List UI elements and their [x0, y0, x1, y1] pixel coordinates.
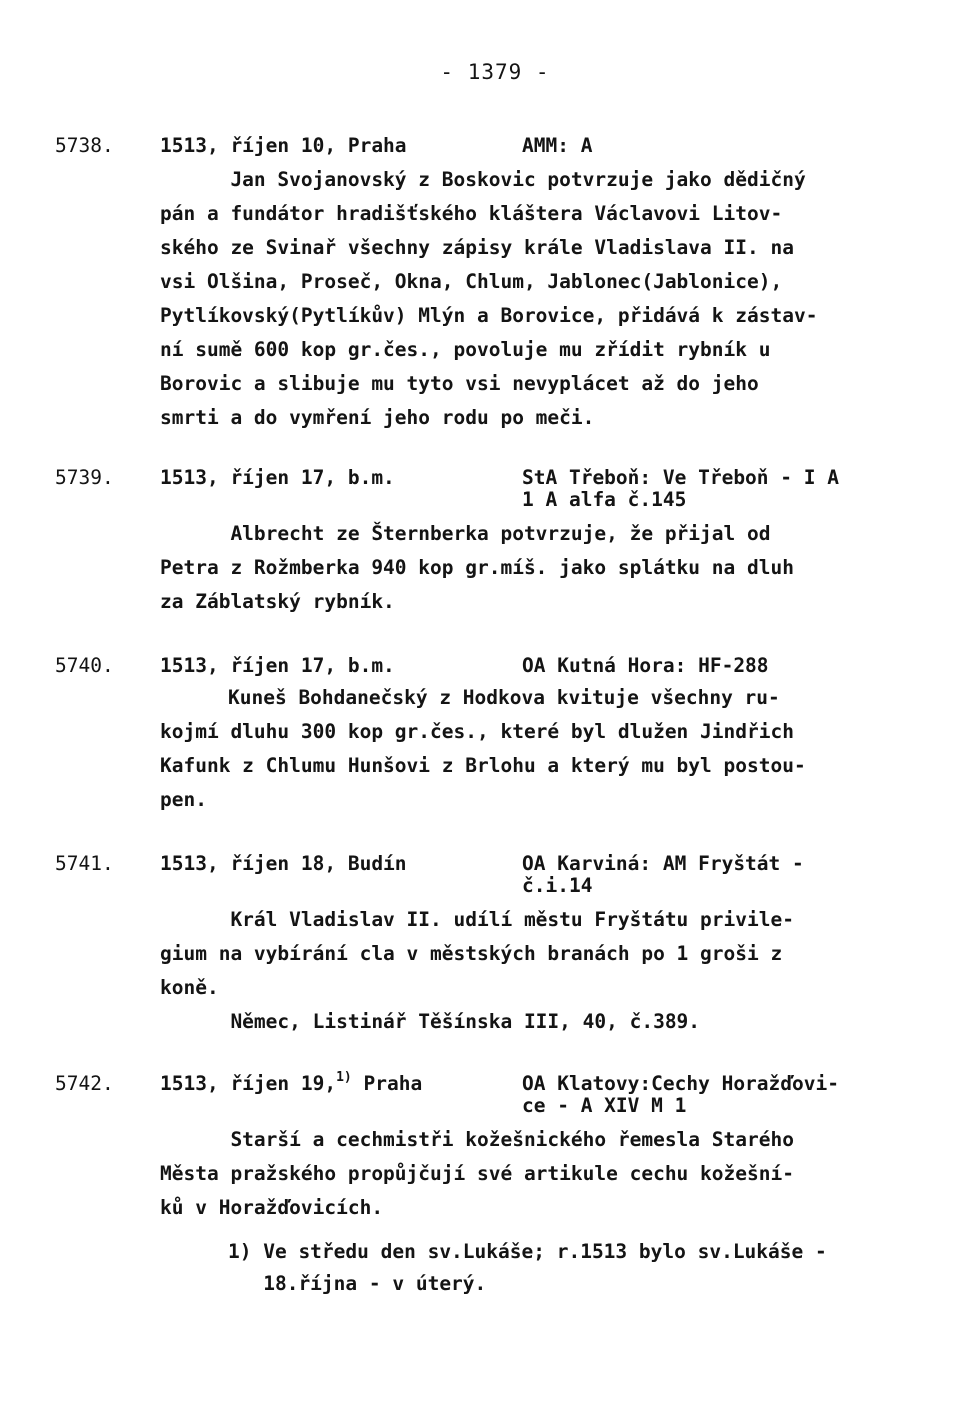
entry-date-place: 1513, říjen 18, Budín	[160, 852, 407, 875]
entry-place: Praha	[351, 1072, 423, 1095]
entry-citation: Němec, Listinář Těšínska III, 40, č.389.	[160, 1010, 701, 1033]
entry-text-line: ků v Horažďovicích.	[160, 1196, 384, 1219]
entry-text-line: Král Vladislav II. udílí městu Fryštátu privile-	[160, 908, 794, 931]
entry-text-line: Kuneš Bohdanečský z Hodkova kvituje všechny ru-	[228, 686, 780, 709]
entry-number: 5742.	[55, 1072, 114, 1095]
entry-archive-source-cont: č.i.14	[522, 874, 593, 897]
entry-archive-source-cont: ce - A XIV M 1	[522, 1094, 687, 1117]
entry-number: 5740.	[55, 654, 114, 677]
entry-text-line: Albrecht ze Šternberka potvrzuje, že přijal od	[160, 522, 771, 545]
entry-text-line: pán a fundátor hradišťského kláštera Václavovi Litov-	[160, 202, 783, 225]
entry-archive-source: OA Klatovy:Cechy Horažďovi-	[522, 1072, 839, 1095]
entry-text-line: Borovic a slibuje mu tyto vsi nevyplácet až do jeho	[160, 372, 759, 395]
entry-text-line: ského ze Svinař všechny zápisy krále Vladislava II. na	[160, 236, 794, 259]
entry-archive-source: OA Kutná Hora: HF-288	[522, 654, 769, 677]
entry-text-line: Jan Svojanovský z Boskovic potvrzuje jako dědičný	[160, 168, 806, 191]
entry-text-line: vsi Olšina, Proseč, Okna, Chlum, Jablonec(Jablonice),	[160, 270, 783, 293]
entry-archive-source: OA Karviná: AM Fryštát -	[522, 852, 804, 875]
entry-text-line: Kafunk z Chlumu Hunšovi z Brlohu a který mu byl postou-	[160, 754, 806, 777]
entry-date-place: 1513, říjen 17, b.m.	[160, 654, 395, 677]
entry-number: 5739.	[55, 466, 114, 489]
entry-archive-source-cont: 1 A alfa č.145	[522, 488, 687, 511]
entry-text-line: Petra z Rožmberka 940 kop gr.míš. jako splátku na dluh	[160, 556, 794, 579]
entry-text-line: Pytlíkovský(Pytlíkův) Mlýn a Borovice, přidává k zástav-	[160, 304, 818, 327]
entry-text-line: smrti a do vymření jeho rodu po meči.	[160, 406, 595, 429]
footnote-line: 1) Ve středu den sv.Lukáše; r.1513 bylo sv.Lukáše -	[228, 1240, 827, 1263]
entry-number: 5741.	[55, 852, 114, 875]
entry-text-line: koně.	[160, 976, 219, 999]
entry-text-line: kojmí dluhu 300 kop gr.čes., které byl dlužen Jindřich	[160, 720, 794, 743]
entry-date-place	[160, 1068, 422, 1100]
page-number: - 1379 -	[440, 60, 550, 84]
entry-date-place: 1513, říjen 10, Praha	[160, 134, 407, 157]
entry-archive-source: AMM: A	[522, 134, 593, 157]
entry-text-line: Města pražského propůjčují své artikule cechu kožešní-	[160, 1162, 794, 1185]
entry-text-line: gium na vybírání cla v městských branách po 1 groši z	[160, 942, 783, 965]
entry-date: 1513, říjen 19,	[160, 1072, 337, 1095]
entry-text-line: za Záblatský rybník.	[160, 590, 395, 613]
entry-text-line: pen.	[160, 788, 207, 811]
footnote-line: 18.října - v úterý.	[228, 1272, 487, 1295]
entry-number: 5738.	[55, 134, 114, 157]
entry-text-line: Starší a cechmistři kožešnického řemesla Starého	[160, 1128, 794, 1151]
entry-date-place: 1513, říjen 17, b.m.	[160, 466, 395, 489]
entry-text-line: ní sumě 600 kop gr.čes., povoluje mu zřídit rybník u	[160, 338, 771, 361]
footnote-marker: 1)	[336, 1070, 352, 1085]
entry-archive-source: StA Třeboň: Ve Třeboň - I A	[522, 466, 839, 489]
